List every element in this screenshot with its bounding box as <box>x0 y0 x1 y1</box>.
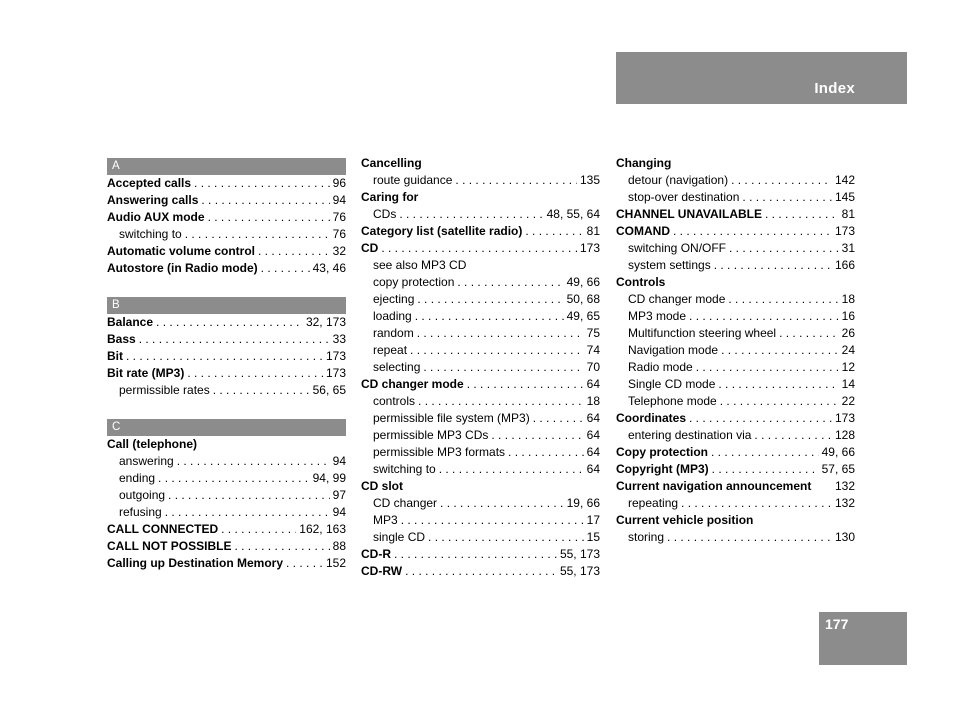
index-term: selecting <box>373 360 421 374</box>
index-entry <box>361 189 600 206</box>
index-subentry <box>361 206 600 223</box>
index-subentry <box>361 427 600 444</box>
index-term: CALL NOT POSSIBLE <box>107 539 232 553</box>
index-term: Bit <box>107 349 123 363</box>
page-reference: 19, 66 <box>566 496 600 510</box>
index-entry <box>361 240 600 257</box>
dot-leader <box>729 240 839 257</box>
page-reference: 76 <box>332 210 346 224</box>
index-subentry <box>107 504 346 521</box>
index-term: Caring for <box>361 190 419 204</box>
index-term: Category list (satellite radio) <box>361 224 523 238</box>
dot-leader <box>712 461 819 478</box>
page-reference: 75 <box>586 326 600 340</box>
index-entry <box>107 538 346 555</box>
page-reference: 31 <box>841 241 855 255</box>
index-subentry <box>616 495 855 512</box>
dot-leader <box>165 504 330 521</box>
index-entry <box>107 555 346 572</box>
index-term: Automatic volume control <box>107 244 256 258</box>
index-term: CD changer mode <box>361 377 464 391</box>
dot-leader <box>410 342 584 359</box>
index-term: permissible file system (MP3) <box>373 411 530 425</box>
dot-leader <box>156 314 303 331</box>
index-column-3 <box>616 155 855 546</box>
dot-leader <box>177 453 330 470</box>
index-entry <box>361 563 600 580</box>
page-reference: 96 <box>332 176 346 190</box>
page-reference: 24 <box>841 343 855 357</box>
index-header-tab <box>616 52 907 104</box>
dot-leader <box>721 342 839 359</box>
page-reference: 12 <box>841 360 855 374</box>
dot-leader <box>667 529 832 546</box>
page-reference: 64 <box>586 377 600 391</box>
dot-leader <box>467 376 584 393</box>
section-letter-header: A <box>107 158 346 175</box>
dot-leader <box>439 461 584 478</box>
page-reference: 81 <box>841 207 855 221</box>
index-entry <box>361 478 600 495</box>
section-letter-header: B <box>107 297 346 314</box>
page-reference: 94 <box>332 193 346 207</box>
page-reference: 55, 173 <box>559 564 600 578</box>
index-term: CALL CONNECTED <box>107 522 219 536</box>
dot-leader <box>423 359 583 376</box>
index-term: Calling up Destination Memory <box>107 556 284 570</box>
index-term: outgoing <box>119 488 166 502</box>
index-term: Call (telephone) <box>107 437 198 451</box>
index-entry <box>107 192 346 209</box>
index-entry <box>361 546 600 563</box>
dot-leader <box>720 393 839 410</box>
page-reference: 33 <box>332 332 346 346</box>
index-subentry <box>107 470 346 487</box>
index-subentry <box>616 427 855 444</box>
index-term: Answering calls <box>107 193 199 207</box>
page-reference: 64 <box>586 445 600 459</box>
index-subentry <box>616 342 855 359</box>
index-subentry <box>616 257 855 274</box>
dot-leader <box>185 226 330 243</box>
index-entry <box>616 461 855 478</box>
index-term: Single CD mode <box>628 377 716 391</box>
index-subentry <box>616 189 855 206</box>
page-reference: 162, 163 <box>299 522 346 536</box>
index-subentry <box>361 291 600 308</box>
index-entry <box>107 331 346 348</box>
page-reference: 88 <box>332 539 346 553</box>
page-reference: 56, 65 <box>312 383 346 397</box>
index-term: switching to <box>373 462 436 476</box>
page-reference: 14 <box>841 377 855 391</box>
dot-leader <box>696 359 839 376</box>
dot-leader <box>455 172 577 189</box>
page-reference: 55, 173 <box>559 547 600 561</box>
page-reference: 130 <box>834 530 855 544</box>
dot-leader <box>457 274 563 291</box>
page-reference: 57, 65 <box>821 462 855 476</box>
dot-leader <box>168 487 330 504</box>
index-entry <box>616 206 855 223</box>
index-entry <box>616 478 855 495</box>
index-column-1 <box>107 155 346 572</box>
index-term: detour (navigation) <box>628 173 729 187</box>
page-reference: 97 <box>332 488 346 502</box>
index-term: ending <box>119 471 156 485</box>
page-reference: 128 <box>834 428 855 442</box>
page-reference: 173 <box>834 411 855 425</box>
dot-leader <box>213 382 310 399</box>
dot-leader <box>381 240 577 257</box>
index-subentry <box>616 240 855 257</box>
index-term: CD-RW <box>361 564 403 578</box>
index-term: Multifunction steering wheel <box>628 326 777 340</box>
index-term: permissible MP3 CDs <box>373 428 489 442</box>
dot-leader <box>718 376 838 393</box>
page-reference: 173 <box>325 349 346 363</box>
index-term: storing <box>628 530 665 544</box>
dot-leader <box>418 393 584 410</box>
dot-leader <box>286 555 323 572</box>
index-term: CD <box>361 241 379 255</box>
page-reference: 43, 46 <box>312 261 346 275</box>
page-reference: 94 <box>332 454 346 468</box>
index-subentry <box>616 291 855 308</box>
dot-leader <box>394 546 557 563</box>
index-term: stop-over destination <box>628 190 740 204</box>
dot-leader <box>779 325 839 342</box>
page-reference: 49, 66 <box>566 275 600 289</box>
index-term: Navigation mode <box>628 343 719 357</box>
page-reference: 81 <box>586 224 600 238</box>
dot-leader <box>187 365 323 382</box>
dot-leader <box>689 308 839 325</box>
index-entry <box>616 444 855 461</box>
index-term: Copy protection <box>616 445 708 459</box>
index-subentry <box>361 325 600 342</box>
dot-leader <box>261 260 310 277</box>
index-term: CHANNEL UNAVAILABLE <box>616 207 762 221</box>
index-subentry <box>361 461 600 478</box>
dot-leader <box>401 512 584 529</box>
page-reference: 64 <box>586 428 600 442</box>
index-entry <box>616 274 855 291</box>
index-term: entering destination via <box>628 428 752 442</box>
index-term: CD changer <box>373 496 438 510</box>
dot-leader <box>731 172 832 189</box>
index-subentry <box>107 226 346 243</box>
index-subentry <box>107 453 346 470</box>
index-subentry <box>361 257 600 274</box>
index-term: single CD <box>373 530 426 544</box>
dot-leader <box>405 563 557 580</box>
page-reference: 64 <box>586 411 600 425</box>
page-reference: 94 <box>332 505 346 519</box>
page-reference: 18 <box>841 292 855 306</box>
index-subentry <box>107 487 346 504</box>
index-term: MP3 <box>373 513 398 527</box>
index-term: Cancelling <box>361 156 422 170</box>
index-entry <box>361 223 600 240</box>
dot-leader <box>234 538 329 555</box>
page-reference: 18 <box>586 394 600 408</box>
dot-leader <box>728 291 838 308</box>
index-subentry <box>616 308 855 325</box>
index-subentry <box>361 495 600 512</box>
page-reference: 49, 66 <box>821 445 855 459</box>
index-entry <box>107 175 346 192</box>
index-subentry <box>361 529 600 546</box>
index-term: Balance <box>107 315 154 329</box>
index-subentry <box>616 393 855 410</box>
index-term: Current vehicle position <box>616 513 754 527</box>
index-term: Controls <box>616 275 666 289</box>
index-column-2 <box>361 155 600 580</box>
index-term: repeating <box>628 496 679 510</box>
index-entry <box>107 209 346 226</box>
index-term: ejecting <box>373 292 415 306</box>
page-reference: 173 <box>325 366 346 380</box>
index-term: Coordinates <box>616 411 687 425</box>
dot-leader <box>221 521 296 538</box>
dot-leader <box>673 223 832 240</box>
index-term: Copyright (MP3) <box>616 462 709 476</box>
index-term: permissible rates <box>119 383 210 397</box>
index-subentry <box>361 512 600 529</box>
index-subentry <box>616 376 855 393</box>
index-term: see also MP3 CD <box>373 258 467 272</box>
page-reference: 94, 99 <box>312 471 346 485</box>
index-term: Bass <box>107 332 136 346</box>
index-term: Changing <box>616 156 672 170</box>
dot-leader <box>258 243 330 260</box>
dot-leader <box>201 192 329 209</box>
dot-leader <box>765 206 839 223</box>
index-term: route guidance <box>373 173 453 187</box>
index-entry <box>361 376 600 393</box>
dot-leader <box>194 175 330 192</box>
index-entry <box>107 348 346 365</box>
page-reference: 64 <box>586 462 600 476</box>
page-reference: 32, 173 <box>305 315 346 329</box>
index-entry <box>107 314 346 331</box>
page-reference: 15 <box>586 530 600 544</box>
dot-leader <box>126 348 323 365</box>
index-term: loading <box>373 309 412 323</box>
index-term: MP3 mode <box>628 309 687 323</box>
index-term: CD changer mode <box>628 292 726 306</box>
dot-leader <box>208 209 330 226</box>
page-reference: 135 <box>579 173 600 187</box>
index-subentry <box>361 444 600 461</box>
dot-leader <box>417 291 563 308</box>
page-reference: 32 <box>332 244 346 258</box>
index-subentry <box>361 359 600 376</box>
index-term: copy protection <box>373 275 455 289</box>
page-reference: 74 <box>586 343 600 357</box>
page-reference: 166 <box>834 258 855 272</box>
dot-leader <box>440 495 564 512</box>
section-spacer <box>107 277 346 294</box>
dot-leader <box>711 444 819 461</box>
dot-leader <box>158 470 310 487</box>
index-term: Telephone mode <box>628 394 717 408</box>
index-subentry <box>616 172 855 189</box>
dot-leader <box>533 410 584 427</box>
index-entry <box>107 365 346 382</box>
page-reference: 26 <box>841 326 855 340</box>
dot-leader <box>681 495 832 512</box>
index-term: CD slot <box>361 479 403 493</box>
index-title: Index <box>814 80 855 97</box>
page-number-tab <box>819 612 907 665</box>
page-reference: 17 <box>586 513 600 527</box>
page-reference: 173 <box>834 224 855 238</box>
page-reference: 49, 65 <box>566 309 600 323</box>
index-entry <box>616 410 855 427</box>
dot-leader <box>754 427 832 444</box>
dot-leader <box>714 257 832 274</box>
index-term: Bit rate (MP3) <box>107 366 185 380</box>
index-term: Current navigation announcement <box>616 479 812 493</box>
index-term: refusing <box>119 505 162 519</box>
dot-leader <box>417 325 584 342</box>
index-subentry <box>361 410 600 427</box>
index-term: Accepted calls <box>107 176 192 190</box>
page-reference: 132 <box>834 496 855 510</box>
page-reference: 173 <box>579 241 600 255</box>
index-subentry <box>616 325 855 342</box>
page-reference: 22 <box>841 394 855 408</box>
index-entry <box>616 155 855 172</box>
page-number: 177 <box>825 616 849 632</box>
index-term: permissible MP3 formats <box>373 445 506 459</box>
page-reference: 145 <box>834 190 855 204</box>
dot-leader <box>742 189 832 206</box>
index-term: switching ON/OFF <box>628 241 727 255</box>
index-entry <box>616 223 855 240</box>
index-term: CD-R <box>361 547 391 561</box>
index-term: Autostore (in Radio mode) <box>107 261 258 275</box>
dot-leader <box>399 206 543 223</box>
index-term: system settings <box>628 258 711 272</box>
index-term: answering <box>119 454 174 468</box>
dot-leader <box>415 308 564 325</box>
index-entry <box>107 243 346 260</box>
index-entry <box>107 260 346 277</box>
index-entry <box>107 436 346 453</box>
index-subentry <box>361 274 600 291</box>
index-entry <box>107 521 346 538</box>
index-subentry <box>616 359 855 376</box>
page-reference: 132 <box>834 479 855 493</box>
index-subentry <box>361 172 600 189</box>
dot-leader <box>689 410 832 427</box>
index-subentry <box>361 393 600 410</box>
dot-leader <box>508 444 584 461</box>
dot-leader <box>428 529 584 546</box>
index-term: switching to <box>119 227 182 241</box>
page-reference: 16 <box>841 309 855 323</box>
page-reference: 48, 55, 64 <box>546 207 600 221</box>
index-term: CDs <box>373 207 397 221</box>
index-subentry <box>361 342 600 359</box>
index-subentry <box>107 382 346 399</box>
index-subentry <box>616 529 855 546</box>
index-term: random <box>373 326 414 340</box>
index-entry <box>616 512 855 529</box>
index-term: Audio AUX mode <box>107 210 205 224</box>
page-reference: 76 <box>332 227 346 241</box>
index-term: controls <box>373 394 416 408</box>
dot-leader <box>525 223 583 240</box>
dot-leader <box>139 331 330 348</box>
page-reference: 152 <box>325 556 346 570</box>
section-spacer <box>107 399 346 416</box>
index-entry <box>361 155 600 172</box>
page-reference: 70 <box>586 360 600 374</box>
page-reference: 50, 68 <box>566 292 600 306</box>
index-term: COMAND <box>616 224 670 238</box>
dot-leader <box>491 427 583 444</box>
index-subentry <box>361 308 600 325</box>
section-letter-header: C <box>107 419 346 436</box>
page-reference: 142 <box>834 173 855 187</box>
index-term: Radio mode <box>628 360 693 374</box>
index-term: repeat <box>373 343 408 357</box>
